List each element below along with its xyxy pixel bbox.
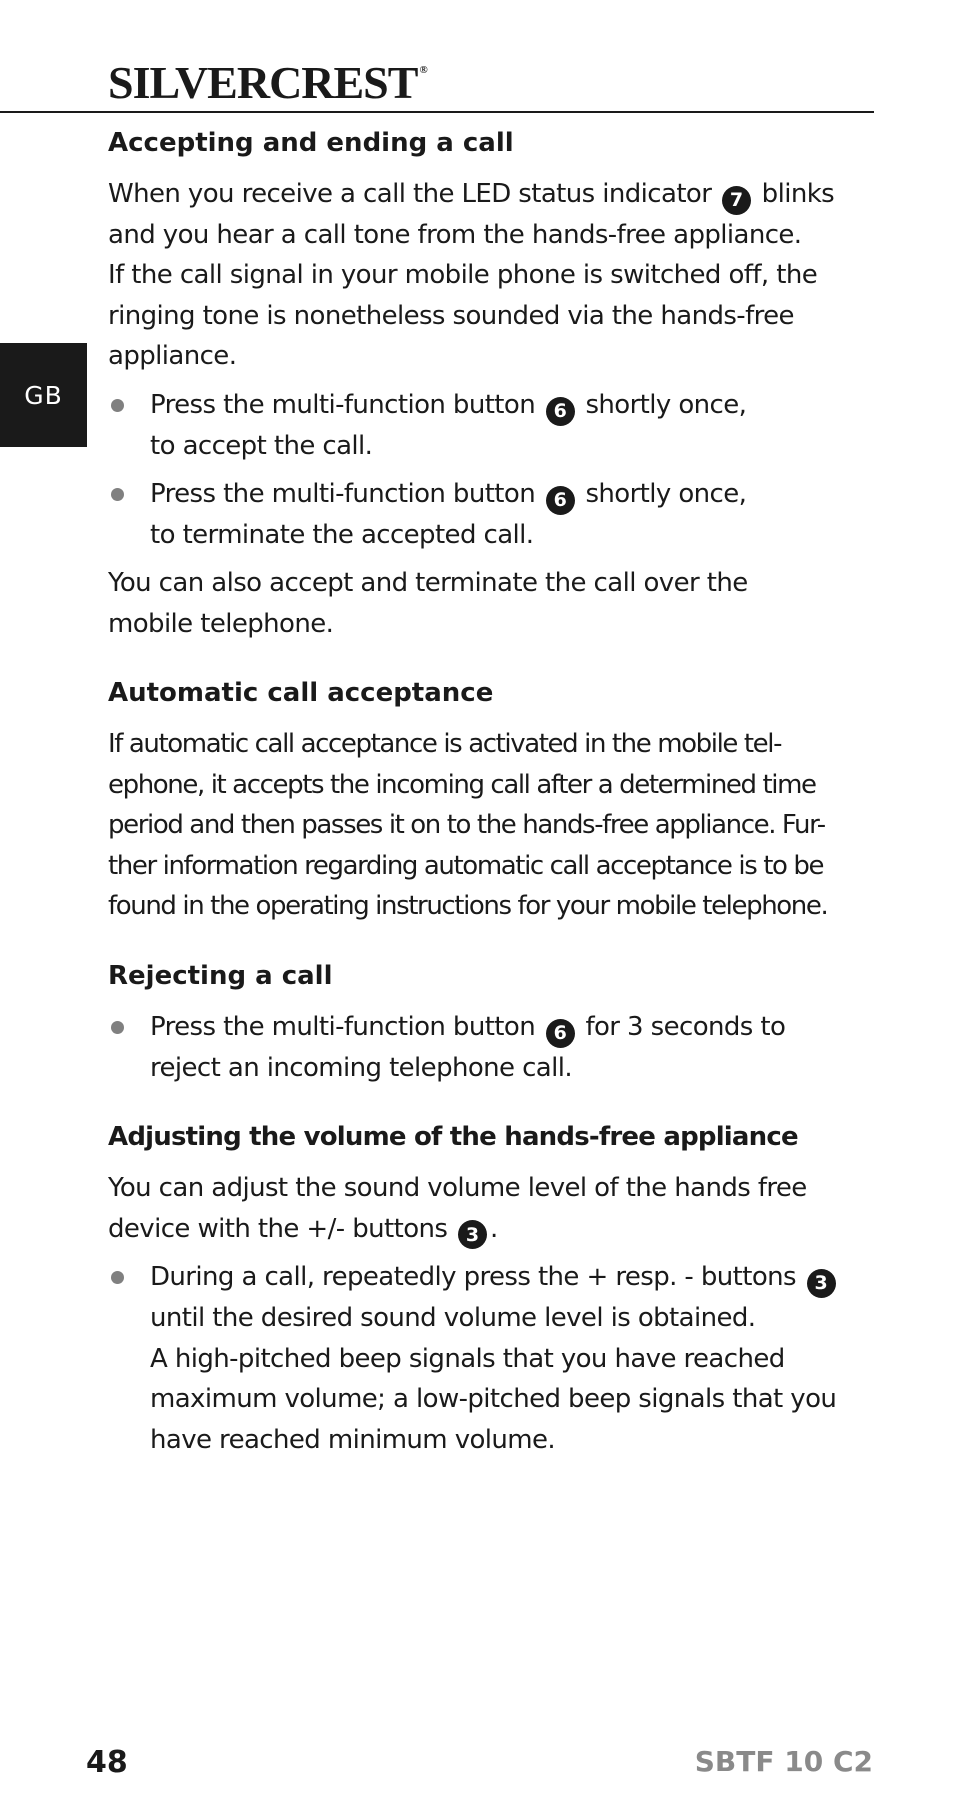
text-fragment: . bbox=[490, 1213, 498, 1244]
text-line: to accept the call. bbox=[150, 430, 373, 461]
text-fragment: device with the +/- buttons bbox=[108, 1213, 448, 1244]
text-line: If the call signal in your mobile phone is switched off, the bbox=[108, 260, 818, 291]
section-title-automatic: Automatic call acceptance bbox=[108, 678, 494, 709]
text-fragment: shortly once, bbox=[585, 479, 747, 509]
text-line bbox=[150, 474, 858, 515]
text-line: found in the operating instructions for your mobile telephone. bbox=[108, 891, 828, 922]
text-line: maximum volume; a low-pitched beep signals that you bbox=[150, 1384, 837, 1414]
header-divider bbox=[0, 111, 874, 113]
text-line bbox=[150, 1257, 858, 1298]
text-line bbox=[150, 1007, 858, 1048]
language-tab bbox=[0, 343, 87, 447]
text-line: period and then passes it on to the hands-free appliance. Fur- bbox=[108, 810, 825, 841]
text-line: have reached minimum volume. bbox=[150, 1424, 556, 1455]
section-title-volume: Adjusting the volume of the hands-free appliance bbox=[108, 1122, 798, 1152]
section-title-accepting: Accepting and ending a call bbox=[108, 128, 514, 158]
text-line: to terminate the accepted call. bbox=[150, 519, 534, 550]
text-fragment: Press the multi-function button bbox=[150, 479, 536, 509]
volume-buttons-number-icon: 3 bbox=[807, 1269, 836, 1298]
text-line: ther information regarding automatic call acceptance is to be bbox=[108, 850, 824, 881]
section-title-rejecting: Rejecting a call bbox=[108, 960, 333, 991]
brand-logo bbox=[108, 56, 427, 109]
text-line bbox=[108, 174, 858, 215]
text-line: You can adjust the sound volume level of the hands free bbox=[108, 1173, 807, 1203]
registered-mark: ® bbox=[419, 64, 427, 76]
list-item-terminate-call bbox=[108, 474, 858, 555]
bullet-icon bbox=[111, 1021, 124, 1034]
text-line bbox=[150, 385, 858, 426]
text-fragment: Press the multi-function button bbox=[150, 389, 536, 420]
multi-function-button-number-icon: 6 bbox=[546, 1019, 575, 1048]
volume-buttons-number-icon: 3 bbox=[458, 1220, 487, 1249]
text-line: and you hear a call tone from the hands-free appliance. bbox=[108, 219, 802, 250]
text-line: reject an incoming telephone call. bbox=[150, 1052, 573, 1083]
bullet-icon bbox=[111, 399, 124, 412]
multi-function-button-number-icon: 6 bbox=[546, 486, 575, 515]
multi-function-button-number-icon: 6 bbox=[546, 397, 575, 426]
text-line bbox=[108, 1209, 858, 1250]
led-status-indicator-number-icon: 7 bbox=[722, 186, 751, 215]
automatic-paragraph bbox=[108, 724, 858, 927]
text-line: ephone, it accepts the incoming call after a determined time bbox=[108, 769, 816, 800]
text-line: appliance. bbox=[108, 341, 237, 372]
text-fragment: shortly once, bbox=[585, 389, 747, 420]
text-line: ringing tone is nonetheless sounded via the hands-free bbox=[108, 300, 794, 331]
accepting-outro-paragraph bbox=[108, 563, 858, 644]
brand-name: SILVERCREST bbox=[108, 57, 418, 108]
page-content bbox=[108, 124, 858, 1460]
language-tab-label: GB bbox=[24, 380, 63, 410]
text-line: until the desired sound volume level is obtained. bbox=[150, 1303, 756, 1333]
list-item-adjust-volume bbox=[108, 1257, 858, 1460]
bullet-icon bbox=[111, 1271, 124, 1284]
page-number: 48 bbox=[86, 1745, 128, 1780]
text-line: mobile telephone. bbox=[108, 608, 334, 639]
list-item-reject-call bbox=[108, 1007, 858, 1088]
text-fragment: Press the multi-function button bbox=[150, 1011, 536, 1042]
list-item-accept-call bbox=[108, 385, 858, 466]
text-fragment: During a call, repeatedly press the + resp. - buttons bbox=[150, 1262, 796, 1293]
text-fragment: When you receive a call the LED status indicator bbox=[108, 179, 712, 209]
accepting-intro-paragraph bbox=[108, 174, 858, 377]
model-code: SBTF 10 C2 bbox=[694, 1745, 873, 1778]
text-line: You can also accept and terminate the call over the bbox=[108, 568, 748, 599]
text-fragment: for 3 seconds to bbox=[585, 1011, 786, 1042]
text-line: If automatic call acceptance is activated in the mobile tel- bbox=[108, 729, 782, 760]
text-line: A high-pitched beep signals that you have reached bbox=[150, 1343, 785, 1374]
text-fragment: blinks bbox=[761, 179, 835, 209]
volume-intro-paragraph bbox=[108, 1168, 858, 1249]
bullet-icon bbox=[111, 488, 124, 501]
